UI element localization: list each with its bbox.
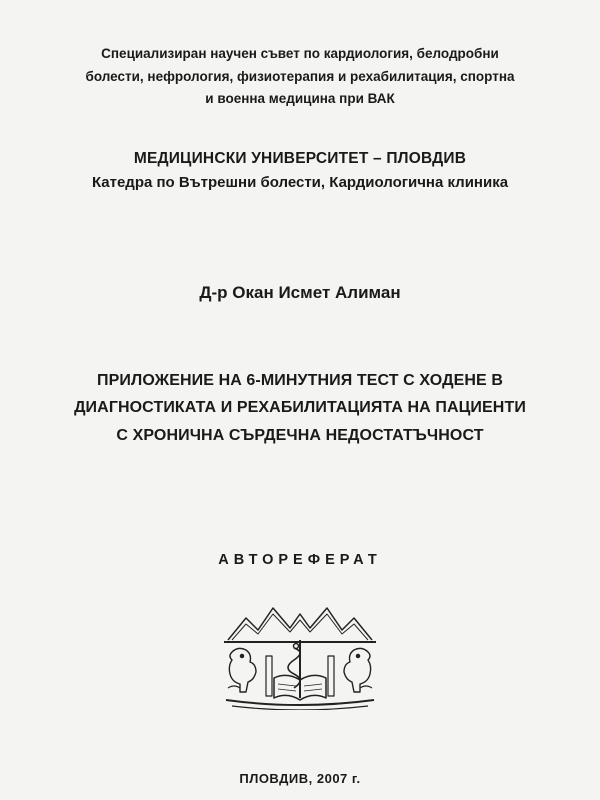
title-line-1: ПРИЛОЖЕНИЕ НА 6-МИНУТНИЯ ТЕСТ С ХОДЕНЕ В — [97, 372, 503, 389]
council-line-2: болести, нефрология, физиотерапия и рехабилитация, спортна — [85, 69, 515, 84]
council-line-1: Специализиран научен съвет по кардиология, белодробни — [101, 46, 499, 61]
council-line-3: и военна медицина при ВАК — [205, 91, 395, 106]
university-name: МЕДИЦИНСКИ УНИВЕРСИТЕТ – ПЛОВДИВ — [133, 150, 467, 167]
title-line-2: ДИАГНОСТИКАТА И РЕХАБИЛИТАЦИЯТА НА ПАЦИЕНТИ — [74, 399, 526, 416]
title-line-3: С ХРОНИЧНА СЪРДЕЧНА НЕДОСТАТЪЧНОСТ — [116, 427, 484, 444]
university-emblem-icon — [218, 600, 382, 710]
place-and-year: ПЛОВДИВ, 2007 г. — [239, 771, 361, 786]
author-name: Д-р Окан Исмет Алиман — [199, 283, 401, 302]
document-type: АВТОРЕФЕРАТ — [218, 552, 382, 568]
department-name: Катедра по Вътрешни болести, Кардиологична клиника — [91, 174, 509, 191]
